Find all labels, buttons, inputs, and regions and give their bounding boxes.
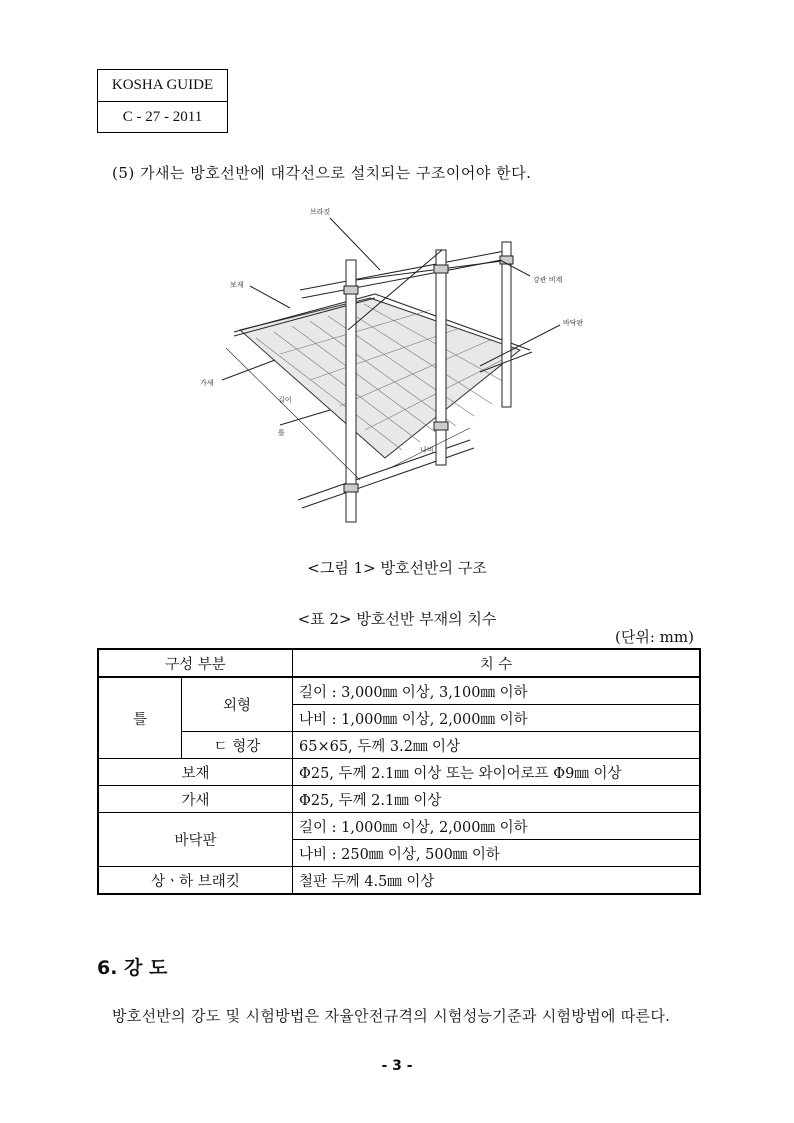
label-brace: 가새 [200,379,214,387]
cell-bracket: 상ㆍ하 브래킷 [98,867,293,895]
cell-bracket-dim: 철판 두께 4.5㎜ 이상 [293,867,701,895]
cell-member: 보재 [98,759,293,786]
label-bracket: 브라킷 [310,208,331,216]
cell-outer-length: 길이 : 3,000㎜ 이상, 3,100㎜ 이하 [293,677,701,705]
guide-name: KOSHA GUIDE [111,77,214,93]
cell-outer-shape: 외형 [182,677,293,732]
paragraph-5: (5) 가새는 방호선반에 대각선으로 설치되는 구조이어야 한다. [112,164,532,182]
cell-frame: 틀 [98,677,182,759]
scaffold-figure [180,190,600,530]
label-length: 길이 [278,396,292,404]
header-component: 구성 부분 [98,649,293,677]
cell-floor-length: 길이 : 1,000㎜ 이상, 2,000㎜ 이하 [293,813,701,840]
cell-brace-dim: Φ25, 두께 2.1㎜ 이상 [293,786,701,813]
cell-brace: 가새 [98,786,293,813]
cell-channel: ㄷ 형강 [182,732,293,759]
guide-code: C - 27 - 2011 [98,101,227,133]
header-dimension: 치 수 [293,649,701,677]
label-frame: 보재 [230,281,244,289]
table-title: <표 2> 방호선반 부재의 치수 [297,610,497,628]
table-unit: (단위: mm) [615,628,694,646]
spec-table [97,648,701,895]
label-frame-main: 틀 [278,429,285,437]
guide-header-box [97,69,228,133]
cell-outer-width: 나비 : 1,000㎜ 이상, 2,000㎜ 이하 [293,705,701,732]
figure-caption: <그림 1> 방호선반의 구조 [307,559,487,577]
page-number: - 3 - [381,1058,413,1074]
label-steel-pipe: 강관 비계 [533,276,563,284]
cell-member-dim: Φ25, 두께 2.1㎜ 이상 또는 와이어로프 Φ9㎜ 이상 [293,759,701,786]
label-floor-plate: 바닥판 [563,319,584,327]
cell-floor-width: 나비 : 250㎜ 이상, 500㎜ 이하 [293,840,701,867]
cell-channel-dim: 65×65, 두께 3.2㎜ 이상 [293,732,701,759]
section-6-title: 6. 강 도 [97,957,168,979]
cell-floor: 바닥판 [98,813,293,867]
label-width: 나비 [420,446,434,454]
section-6-body: 방호선반의 강도 및 시험방법은 자율안전규격의 시험성능기준과 시험방법에 따른다. [112,1007,671,1025]
